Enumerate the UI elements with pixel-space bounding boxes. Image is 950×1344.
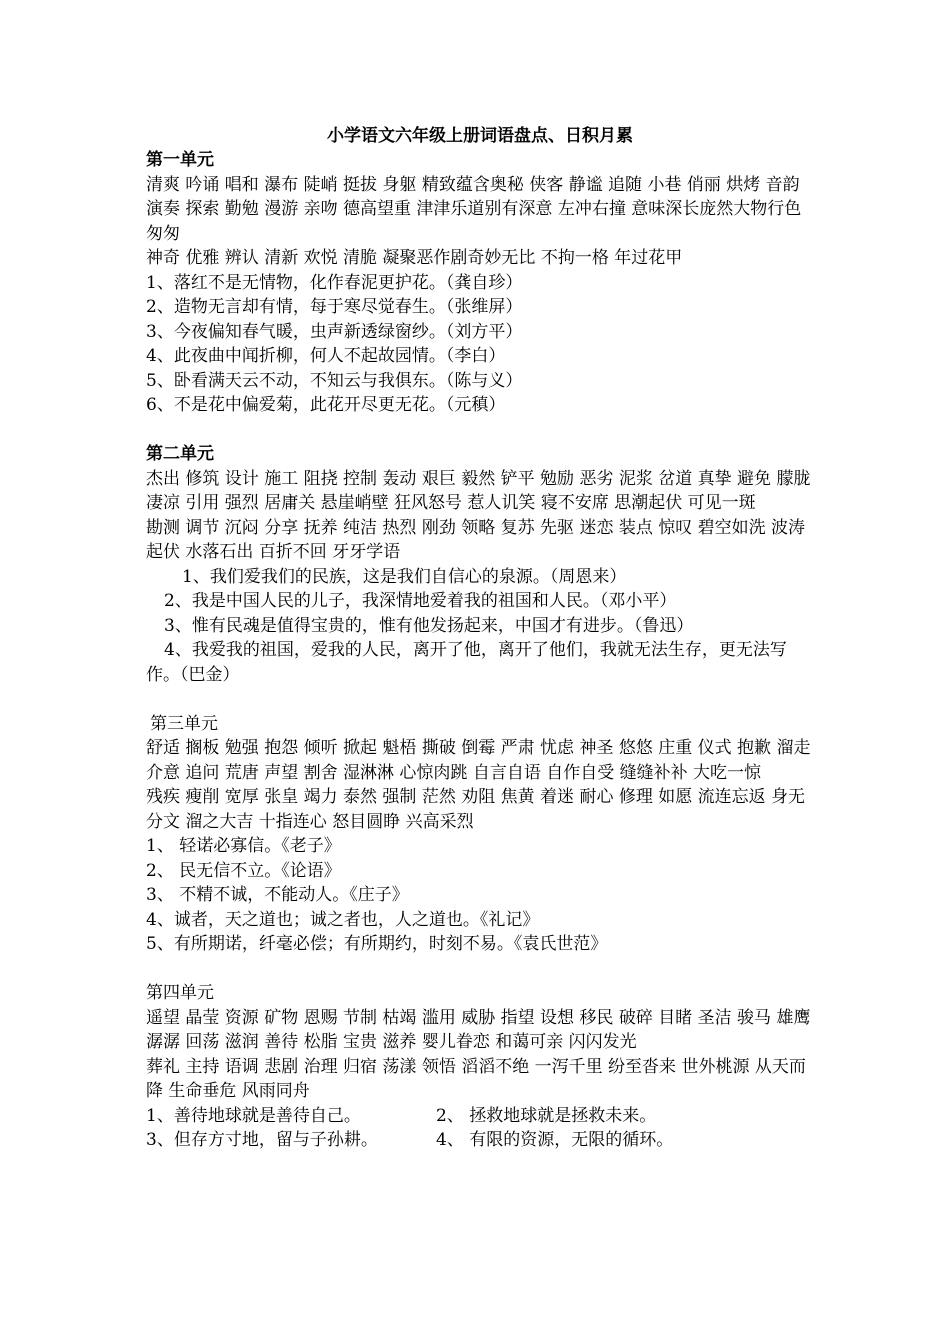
unit1-quote: 5、卧看满天云不动，不知云与我俱东。（陈与义） <box>146 370 523 391</box>
unit1-words-a: 清爽 吟诵 唱和 瀑布 陡峭 挺拔 身躯 精致蕴含奥秘 侠客 静谧 追随 小巷 俏丽 烘烤 音韵 演奏 探索 勤勉 漫游 亲吻 德高望重 津津乐道别有深意 左冲右撞 意味深长庞然大物行色匆匆 <box>146 174 802 244</box>
unit1-quote: 4、此夜曲中闻折柳，何人不起故园情。（李白） <box>146 346 506 366</box>
unit3-words-b: 残疾 瘦削 宽厚 张皇 竭力 泰然 强制 茫然 劝阻 焦黄 着迷 耐心 修理 如愿 流连忘返 身无分文 溜之大吉 十指连心 怒目圆睁 兴高采烈 <box>146 787 806 832</box>
unit4-quote: 1、善待地球就是善待自己。 <box>146 1105 361 1126</box>
unit2-words-a: 杰出 修筑 设计 施工 阻挠 控制 轰动 艰巨 毅然 铲平 勉励 恶劣 泥浆 岔道 真挚 避免 朦胧 凄凉 引用 强烈 居庸关 悬崖峭壁 狂风怒号 惹人讥笑 寝不安席 思潮起伏 可见一斑 <box>146 468 811 513</box>
spacer <box>146 687 814 712</box>
document-title: 小学语文六年级上册词语盘点、日积月累 <box>327 126 633 146</box>
unit1-words-b: 神奇 优雅 辨认 清新 欢悦 清脆 凝聚恶作剧奇妙无比 不拘一格 年过花甲 <box>146 248 683 268</box>
unit3-quote: 2、 民无信不立。《论语》 <box>146 860 341 881</box>
document-page <box>146 124 814 1153</box>
unit1-quote: 6、不是花中偏爱菊，此花开尽更无花。（元稹） <box>146 395 506 415</box>
unit3-words-a: 舒适 搁板 勉强 抱怨 倾听 掀起 魁梧 撕破 倒霉 严肃 忧虑 神圣 悠悠 庄重 仪式 抱歉 溜走 介意 追问 荒唐 声望 割舍 湿淋淋 心惊肉跳 自言自语 自作自受 缝缝补补 大吃一惊 <box>146 738 811 783</box>
unit4-words-b: 葬礼 主持 语调 悲剧 治理 归宿 荡漾 领悟 滔滔不绝 一泻千里 纷至沓来 世外桃源 从天而降 生命垂危 风雨同舟 <box>146 1056 806 1101</box>
unit4-heading: 第四单元 <box>146 983 214 1003</box>
spacer <box>146 418 814 443</box>
unit4-quote-row <box>146 1104 814 1129</box>
unit2-words-b: 勘测 调节 沉闷 分享 抚养 纯洁 热烈 刚劲 领略 复苏 先驱 迷恋 装点 惊叹 碧空如洗 波涛起伏 水落石出 百折不回 牙牙学语 <box>146 517 806 562</box>
unit4-words-a: 遥望 晶莹 资源 矿物 恩赐 节制 枯竭 滥用 威胁 指望 设想 移民 破碎 目睹 圣洁 骏马 雄鹰 潺潺 回荡 滋润 善待 松脂 宝贵 滋养 婴儿眷恋 和蔼可亲 闪闪发光 <box>146 1007 811 1052</box>
unit2-heading: 第二单元 <box>146 444 214 464</box>
unit4-quote-row <box>146 1128 814 1153</box>
unit1-heading: 第一单元 <box>146 150 214 170</box>
unit3-quote: 1、 轻诺必寡信。《老子》 <box>146 836 341 856</box>
unit2-quote: 4、我爱我的祖国，爱我的人民，离开了他，离开了他们，我就无法生存，更无法写作。（巴金） <box>146 640 787 685</box>
unit3-quote: 4、诚者，天之道也；诚之者也，人之道也。《礼记》 <box>146 909 540 930</box>
unit2-quote: 2、我是中国人民的儿子，我深情地爱着我的祖国和人民。（邓小平） <box>164 591 677 611</box>
unit3-quote: 3、 不精不诚，不能动人。《庄子》 <box>146 885 409 905</box>
unit3-quote: 5、有所期诺，纤毫必偿；有所期约，时刻不易。《袁氏世范》 <box>146 934 608 954</box>
unit1-quote: 1、落红不是无情物，化作春泥更护花。（龚自珍） <box>146 272 523 293</box>
spacer <box>146 957 814 982</box>
unit3-heading: 第三单元 <box>150 713 218 734</box>
unit1-quote: 3、今夜偏知春气暖，虫声新透绿窗纱。（刘方平） <box>146 321 523 342</box>
unit2-quote: 1、我们爱我们的民族，这是我们自信心的泉源。（周恩来） <box>182 566 627 587</box>
unit4-quote: 3、但存方寸地，留与子孙耕。 <box>146 1130 378 1150</box>
unit2-quote: 3、惟有民魂是值得宝贵的，惟有他发扬起来，中国才有进步。（鲁迅） <box>164 615 694 636</box>
unit1-quote: 2、造物无言却有情，每于寒尽觉春生。（张维屏） <box>146 297 523 317</box>
unit4-quote: 4、 有限的资源，无限的循环。 <box>436 1130 674 1150</box>
unit4-quote: 2、 拯救地球就是拯救未来。 <box>436 1105 657 1126</box>
